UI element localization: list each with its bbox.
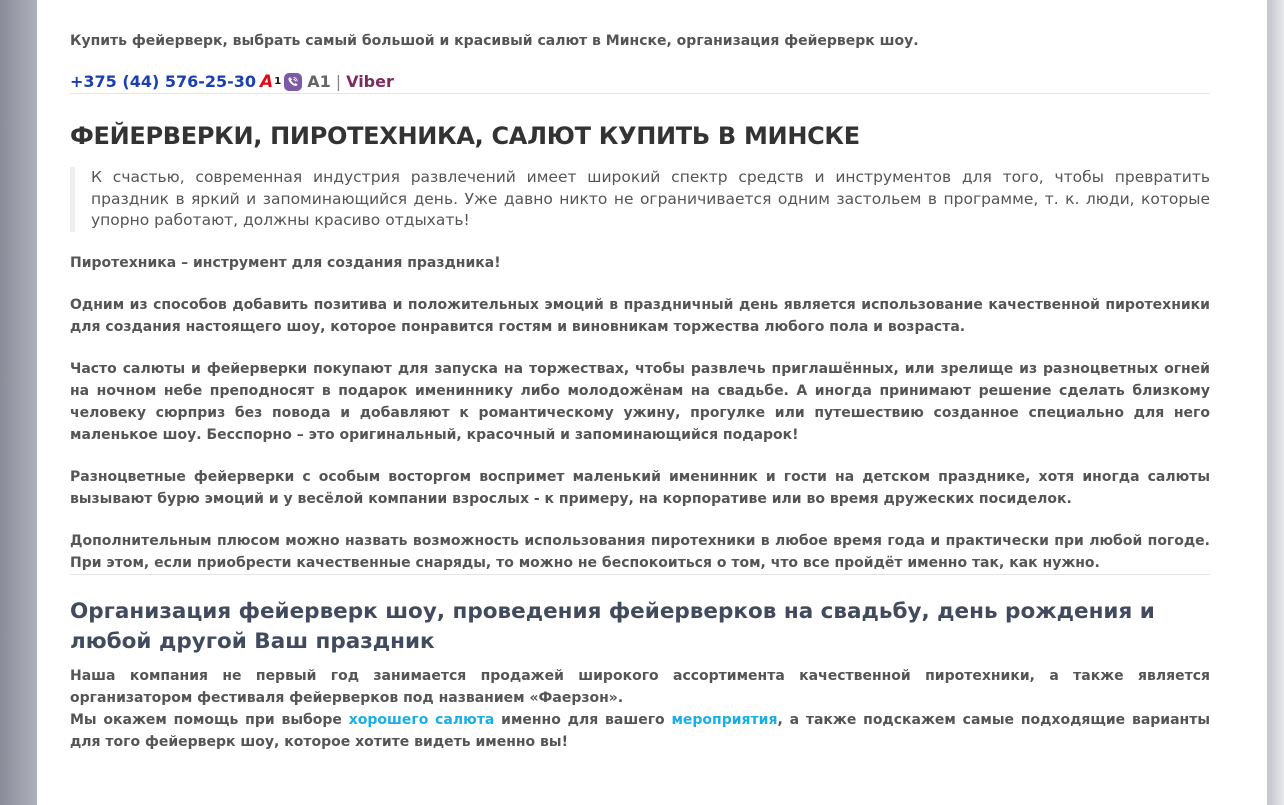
operator-a1-label: A1 <box>307 72 331 91</box>
divider <box>70 574 1210 575</box>
company-text: Наша компания не первый год занимается продажей широкого ассортимента качественной пиротехники, а также является организатором фестиваля фейерверков под названием «Фаерзон». <box>70 667 1210 706</box>
operator-separator: | <box>335 72 342 91</box>
content-card <box>37 0 1267 805</box>
good-fireworks-link[interactable]: хорошего салюта <box>348 711 495 728</box>
company-paragraph <box>70 665 1210 753</box>
viber-icon <box>283 72 303 92</box>
phone-link[interactable]: +375 (44) 576-25-30 <box>70 72 257 91</box>
paragraph: Одним из способов добавить позитива и положительных эмоций в праздничный день является использование качественной пиротехники для создания настоящего шоу, которое понравится гостям и виновникам торжества любого пола и возраста. <box>70 296 1210 335</box>
paragraph: Дополнительным плюсом можно назвать возможность использования пиротехники в любое время года и практически при любой погоде. При этом, если приобрести качественные снаряды, то можно не беспокоиться о том, что все пройдёт именно так, как нужно. <box>70 532 1210 571</box>
a1-logo-letter: A <box>260 72 274 92</box>
page-title: ФЕЙЕРВЕРКИ, ПИРОТЕХНИКА, САЛЮТ КУПИТЬ В МИНСКЕ <box>70 122 860 150</box>
intro-quote: К счастью, современная индустрия развлечений имеет широкий спектр средств и инструментов для того, чтобы превратить праздник в яркий и запоминающийся день. Уже давно никто не ограничивается одним застольем в программе, т. к. люди, которые упорно работают, должны красиво отдыхать! <box>70 167 1210 232</box>
company-text: , а также подскажем самые подходящие варианты для того фейерверк шоу, которое хотите видеть именно вы! <box>70 711 1211 750</box>
a1-logo-icon <box>260 71 281 93</box>
paragraph-tagline: Пиротехника – инструмент для создания праздника! <box>70 254 501 271</box>
section-heading: Организация фейерверк шоу, проведения фейерверков на свадьбу, день рождения и любой другой Ваш праздник <box>70 598 1155 654</box>
contact-line <box>70 71 1210 93</box>
paragraph: Часто салюты и фейерверки покупают для запуска на торжествах, чтобы развлечь приглашённых, или зрелище из разноцветных огней на ночном небе преподносят в подарок имениннику либо молодожёнам на свадьбе. А иногда принимают решение сделать близкому человеку сюрприз без повода и добавляют к романтическому ужину, прогулке или путешествию созданное специально для него маленькое шоу. Бесспорно – это оригинальный, красочный и запоминающийся подарок! <box>70 360 1210 443</box>
company-text: Мы окажем помощь при выборе <box>70 711 349 728</box>
events-link[interactable]: мероприятия <box>671 711 778 728</box>
paragraph: Разноцветные фейерверки с особым восторгом воспримет маленький именинник и гости на детском празднике, хотя иногда салюты вызывают бурю эмоций и у весёлой компании взрослых - к примеру, на корпоративе или во время дружеских посиделок. <box>70 468 1210 507</box>
a1-logo-sup: 1 <box>274 76 282 87</box>
operator-viber-label: Viber <box>346 72 394 91</box>
divider <box>70 93 1210 94</box>
intro-text: Купить фейерверк, выбрать самый большой и красивый салют в Минске, организация фейерверк шоу. <box>70 33 919 49</box>
company-text: именно для вашего <box>494 711 672 728</box>
